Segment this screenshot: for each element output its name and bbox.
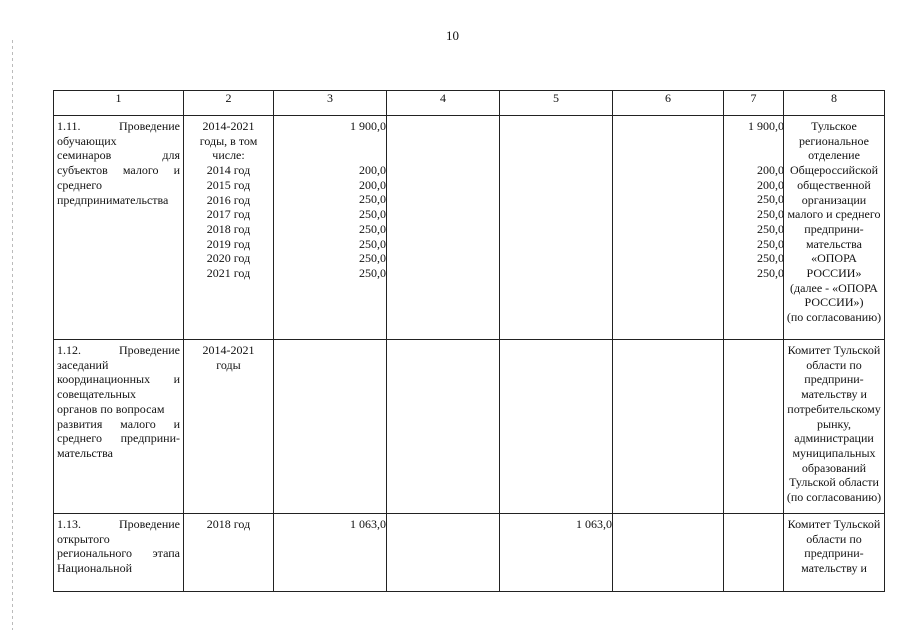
funding-cell-col4 — [387, 340, 500, 514]
activity-name-line: регионального этапа — [57, 546, 180, 561]
activity-name-line: среднего — [57, 177, 102, 192]
funding-value: 250,0 — [757, 221, 784, 236]
executor-line: администрации — [794, 431, 874, 446]
activity-name-line: среднего предприни- — [57, 431, 180, 446]
column-header: 1 — [54, 91, 184, 116]
executor-cell — [784, 514, 885, 592]
funding-cell-col3 — [274, 340, 387, 514]
funding-cell-col4 — [387, 116, 500, 340]
executor-line: муниципальных — [792, 445, 876, 460]
funding-value: 200,0 — [359, 163, 386, 178]
activity-name-line: мательства — [57, 445, 113, 460]
period-line: 2016 год — [206, 192, 251, 207]
period-line: 2014 год — [206, 163, 251, 178]
funding-cell-col5 — [500, 514, 613, 592]
period-line: 2014-2021 — [202, 119, 255, 133]
period-line: 2014-2021 — [202, 343, 255, 357]
funding-cell-col3 — [274, 116, 387, 340]
executor-line: предприни- — [804, 546, 864, 561]
executor-line: общественной — [797, 177, 871, 192]
funding-cell-col7 — [724, 340, 784, 514]
period-cell — [184, 514, 274, 592]
funding-value: 250,0 — [359, 236, 386, 251]
funding-cell-col6 — [613, 340, 724, 514]
table-row — [54, 116, 885, 340]
funding-value: 250,0 — [757, 207, 784, 222]
activity-name-line: органов по вопросам — [57, 401, 165, 416]
funding-value: 1 900,0 — [350, 119, 386, 133]
executor-line: мательства — [806, 236, 862, 251]
period-line: 2017 год — [206, 207, 251, 222]
page-number: 10 — [446, 28, 459, 43]
executor-line: предприни- — [804, 372, 864, 387]
funding-cell-col5 — [500, 116, 613, 340]
period-line: годы — [216, 357, 241, 372]
activity-name-line: 1.13. Проведение — [57, 517, 180, 531]
funding-value: 250,0 — [359, 221, 386, 236]
period-line: числе: — [212, 148, 245, 163]
activity-name-cell — [54, 514, 184, 592]
funding-cell-col6 — [613, 116, 724, 340]
activity-name-line: открытого — [57, 531, 110, 546]
executor-line: потребительскому — [787, 401, 881, 416]
activity-name-line: совещательных — [57, 387, 137, 402]
period-line: 2015 год — [206, 177, 251, 192]
activity-name-line: заседаний — [57, 357, 109, 372]
period-line: 2019 год — [206, 236, 251, 251]
executor-line: области по — [806, 531, 862, 546]
funding-cell-col7 — [724, 514, 784, 592]
executor-line: предприни- — [804, 221, 864, 236]
funding-value: 250,0 — [757, 251, 784, 266]
funding-value: 250,0 — [757, 266, 784, 280]
funding-value: 200,0 — [757, 177, 784, 192]
period-line: годы, в том — [199, 133, 258, 148]
funding-value: 250,0 — [359, 266, 386, 280]
funding-value — [724, 134, 784, 149]
executor-line: образований — [801, 460, 867, 475]
executor-line: Общероссийской — [789, 163, 879, 178]
period-line: 2021 год — [206, 266, 251, 281]
funding-value: 1 063,0 — [350, 517, 386, 531]
executor-line: (по согласованию) — [786, 310, 882, 325]
executor-line: Тульское — [811, 119, 857, 133]
executor-line: малого и среднего — [787, 207, 881, 222]
period-line: 2018 год — [206, 517, 251, 531]
funding-cell-col5 — [500, 340, 613, 514]
executor-line: отделение — [808, 148, 860, 163]
funding-value: 250,0 — [359, 207, 386, 222]
executor-line: (по согласованию) — [786, 490, 882, 505]
activity-name-cell — [54, 340, 184, 514]
funding-value: 200,0 — [359, 177, 386, 192]
activity-name-line: 1.11. Проведение — [57, 119, 180, 133]
period-line: 2018 год — [206, 221, 251, 236]
executor-line: Комитет Тульской — [787, 517, 881, 531]
executor-line: (далее - «ОПОРА — [790, 280, 878, 295]
activity-name-cell — [54, 116, 184, 340]
table-header-row — [54, 91, 885, 116]
column-header: 7 — [724, 91, 784, 116]
executor-line: рынку, — [817, 416, 851, 431]
executor-cell — [784, 116, 885, 340]
activity-name-line: развития малого и — [57, 416, 180, 431]
funding-cell-col6 — [613, 514, 724, 592]
column-header: 5 — [500, 91, 613, 116]
funding-value: 1 063,0 — [576, 517, 612, 531]
executor-line: области по — [806, 357, 862, 372]
executor-cell — [784, 340, 885, 514]
executor-line: мательству и — [801, 561, 867, 576]
activity-name-line: предпринимательства — [57, 192, 169, 207]
executor-line: Тульской области — [789, 475, 879, 490]
activity-name-line: координационных и — [57, 372, 180, 387]
funding-value — [313, 148, 386, 163]
funding-value — [313, 134, 386, 149]
funding-cell-col3 — [274, 514, 387, 592]
table-row — [54, 340, 885, 514]
margin-dotted-line — [12, 40, 14, 630]
period-line: 2020 год — [206, 251, 251, 266]
column-header: 3 — [274, 91, 387, 116]
funding-value: 200,0 — [757, 163, 784, 178]
executor-line: региональное — [799, 133, 869, 148]
table-row — [54, 514, 885, 592]
executor-line: мательству и — [801, 387, 867, 402]
activity-name-line: субъектов малого и — [57, 163, 180, 178]
funding-value: 250,0 — [359, 192, 386, 207]
executor-line: РОССИИ») — [804, 295, 864, 310]
program-table — [53, 90, 885, 592]
activity-name-line: Национальной — [57, 561, 132, 576]
period-cell — [184, 340, 274, 514]
funding-value — [724, 148, 784, 163]
period-cell — [184, 116, 274, 340]
activity-name-line: 1.12. Проведение — [57, 343, 180, 357]
funding-cell-col4 — [387, 514, 500, 592]
executor-line: «ОПОРА — [811, 251, 857, 266]
column-header: 2 — [184, 91, 274, 116]
executor-line: организации — [801, 192, 867, 207]
column-header: 8 — [784, 91, 885, 116]
funding-value: 250,0 — [359, 251, 386, 266]
activity-name-line: обучающих — [57, 133, 117, 148]
funding-value: 1 900,0 — [748, 119, 784, 133]
funding-value: 250,0 — [757, 236, 784, 251]
column-header: 6 — [613, 91, 724, 116]
executor-line: Комитет Тульской — [787, 343, 881, 357]
executor-line: РОССИИ» — [806, 266, 862, 281]
funding-value: 250,0 — [757, 192, 784, 207]
funding-cell-col7 — [724, 116, 784, 340]
column-header: 4 — [387, 91, 500, 116]
activity-name-line: семинаров для — [57, 148, 180, 163]
